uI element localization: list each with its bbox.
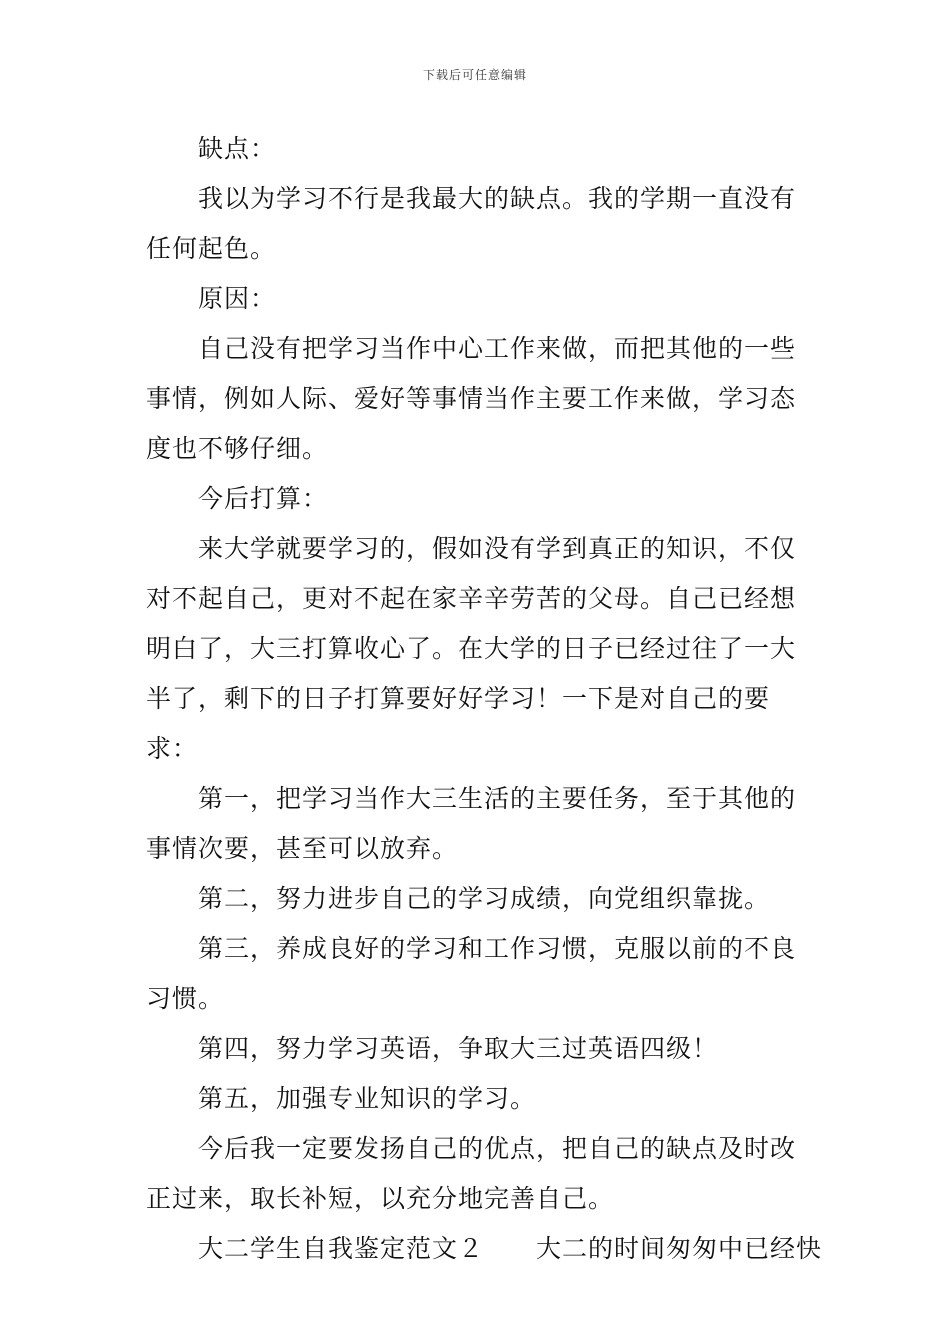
list-item-second: 第二，努力进步自己的学习成绩，向党组织靠拢。: [198, 884, 771, 913]
list-item-fourth: 第四，努力学习英语，争取大三过英语四级！: [198, 1034, 719, 1063]
list-item-fifth: 第五，加强专业知识的学习。: [198, 1084, 537, 1113]
paragraph-reasons: 自己没有把学习当作中心工作来做，而把其他的一些事情，例如人际、爱好等事情当作主要工作来做，学习态度也不够仔细。: [146, 334, 797, 463]
heading-reasons: 原因：: [198, 284, 277, 313]
paragraph-shortcomings: 我以为学习不行是我最大的缺点。我的学期一直没有任何起色。: [146, 184, 797, 263]
heading-shortcomings: 缺点：: [198, 134, 277, 163]
paragraph-future-plans: 来大学就要学习的，假如没有学到真正的知识，不仅对不起自己，更对不起在家辛辛劳苦的父母。自己已经想明白了，大三打算收心了。在大学的日子已经过往了一大半了，剩下的日子打算要好好学习！一下是对自己的要求：: [146, 534, 797, 763]
list-item-third: 第三，养成良好的学习和工作习惯，克服以前的不良习惯。: [146, 934, 797, 1013]
document-body: [146, 124, 823, 1274]
page-header-note: 下载后可任意编辑: [422, 68, 527, 82]
heading-future-plans: 今后打算：: [198, 484, 329, 513]
list-item-first: 第一，把学习当作大三生活的主要任务，至于其他的事情次要，甚至可以放弃。: [146, 784, 797, 863]
paragraph-next-sample-title: 大二学生自我鉴定范文２ 大二的时间匆匆中已经快: [198, 1234, 823, 1263]
paragraph-conclusion: 今后我一定要发扬自己的优点，把自己的缺点及时改正过来，取长补短，以充分地完善自己。: [146, 1134, 797, 1213]
